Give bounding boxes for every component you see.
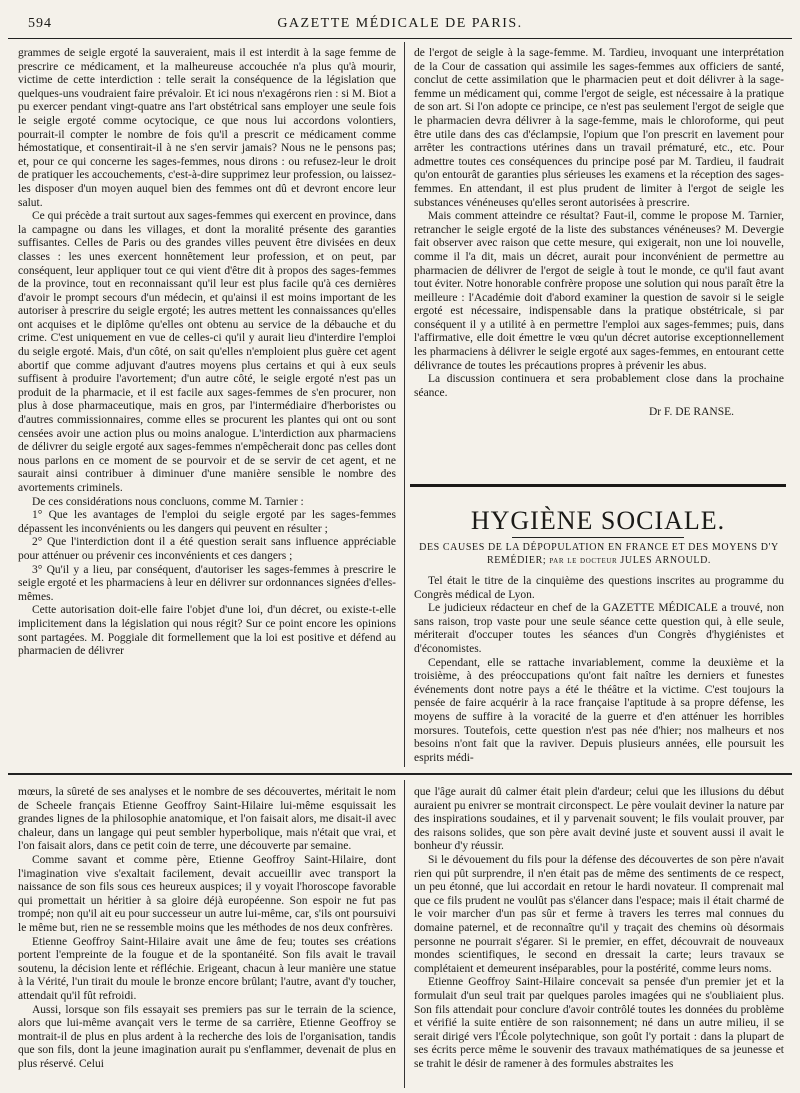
paragraph: La discussion continuera et sera probablement close dans la prochaine séance. — [414, 373, 784, 399]
section-body — [414, 575, 784, 765]
paragraph: De ces considérations nous concluons, comme M. Tarnier : — [32, 495, 304, 508]
paragraph: grammes de seigle ergoté la sauveraient, mais il est interdit à la sage femme de prescrire ce médicament, et la malheureuse accouchée n'a plus qu'à mourir, victime de cette interdiction : telle serait la conséquence de la législation que quelques-uns voudraient faire prévaloir. Et ici nous n'exagérons rien : si M. Biot a pu exercer pendant vingt-quatre ans l'art obstétrical sans employer une seule fois le seigle ergoté comme ocytocique, ce que nous lui accordons volontiers, pourrait-il compter le nombre de fois qu'il a prescrit ce médicament comme hémostatique, et consentirait-il à ne s'en servir jamais? Nous ne le pensons pas; et, pour ce qui concerne les sages-femmes, nous dirons : ou refusez-leur le droit de pratiquer les accouchements, c'est-à-dire supprimez leur profession, ou laissez-les disposer d'un moyen auquel bien des femmes ont dû et devront encore leur salut. — [18, 47, 396, 209]
author-signature: Dr F. DE RANSE. — [648, 406, 734, 419]
conclusion-item: 2° Que l'interdiction dont il a été question serait sans influence appréciable pour atténuer ou prévenir ces inconvénients et ces dangers ; — [18, 536, 396, 562]
paragraph: Cependant, elle se rattache invariablement, comme la deuxième et la troisième, à des préoccupations qu'ont fait naître les derniers et funestes événements dont notre pays a été le théâtre et la victime. C'est toujours la pensée de faire acquérir à la race française l'aptitude à sa propre défense, les moyens de suffire à la voracité de la guerre et d'en atténuer les horribles morsures. Toutefois, cette question n'est pas née d'hier; nos malheurs et nos besoins n'ont fait que la raviver. Depuis plusieurs années, elle poursuit les esprits médi- — [414, 656, 784, 764]
page-number: 594 — [28, 16, 52, 31]
column-2 — [414, 47, 784, 467]
title-underline — [512, 537, 684, 538]
paragraph: Si le dévouement du fils pour la défense des découvertes de son père n'avait rien qui pût surprendre, il n'en était pas de même des sentiments de ce respect, un peu étonné, que lui accordait en retour le hardi novateur. Il comprenait mal que ce fils prudent ne voulût pas s'élancer dans l'espace; mais il était charmé de le voir marcher d'un pas sûr et ferme à travers les terres mal connues du domaine paternel, et de reconnaître qu'il y traçait des chemins où désormais personne ne pourrait s'égarer. Si le premier, en effet, découvrait de nouveaux mondes scientifiques, le second en dressait la carte; leurs travaux se complétaient et demeurent inséparables, pour la postérité, comme leurs noms. — [414, 853, 784, 975]
column-4 — [414, 786, 784, 1086]
paragraph: que l'âge aurait dû calmer était plein d'ardeur; celui que les illusions du début auraient pu enivrer se montrait circonspect. Le père voulait deviner la nature par des inspirations soudaines, et il y parvenait souvent; le fils voulait prouver, par des raisons solides, que son père avait deviné juste et souvent aussi il avait le bonheur d'y réussir. — [414, 786, 784, 853]
column-3 — [18, 786, 396, 1086]
paragraph: Etienne Geoffroy Saint-Hilaire concevait sa pensée d'un premier jet et la formulait d'un seul trait par quelques paroles imagées qui ne s'oubliaient plus. Son fils attendait pour conclure d'avoir contrôlé toutes les données du problème et vérifié la suite entière de son raisonnement; né dans un autre milieu, il se serait dirigé vers l'École polytechnique, son goût l'y portait : dans la plupart de ses écrits perce même le souvenir des travaux mathématiques de sa jeunesse et se trahit le désir de ramener à des formules abstraites les — [414, 976, 784, 1070]
paragraph: Mais comment atteindre ce résultat? Faut-il, comme le propose M. Tarnier, retrancher le seigle ergoté de la liste des substances vénéneuses? M. Devergie fait observer avec raison que cette mesure, qui exigerait, non une loi nouvelle, comme il l'a dit, mais un décret, aurait pour inconvénient de permettre au pharmacien de délivrer de l'ergot de seigle à tout le monde, ce qu'il faut avant tout éviter. Notre honorable confrère propose une solution qui nous paraît être la meilleure : l'Académie doit d'abord examiner la question de savoir si le seigle ergoté est nécessaire, indispensable dans la pratique obstétricale, si par conséquent il y a utilité à en permettre l'emploi aux sages-femmes; puis, dans l'affirmative, elle doit émettre le vœu qu'un décret autorise exceptionnellement les pharmaciens à délivrer le seigle ergoté aux sages-femmes, en entourant cette délivrance de toutes les précautions propres à prévenir les abus. — [414, 210, 784, 372]
paragraph: Le judicieux rédacteur en chef de la GAZETTE MÉDICALE a trouvé, non sans raison, trop vaste pour une seule séance cette question qui, à elle seule, mériterait d'occuper toutes les séances d'un Congrès d'hygiénistes et d'économistes. — [414, 602, 784, 655]
paragraph: Cette autorisation doit-elle faire l'objet d'une loi, d'un décret, ou existe-t-elle implicitement dans la législation qui nous régit? Sur ce point encore les opinions sont partagées. M. Poggiale dit formellement que la loi est positive et défend au pharmacien de délivrer — [18, 604, 396, 658]
column-1 — [18, 47, 396, 759]
paragraph: Aussi, lorsque son fils essayait ses premiers pas sur le terrain de la science, alors que lui-même avançait vers le terme de sa carrière, Etienne Geoffroy se montrait-il de plus en plus ardent à la recherche des lois de l'organisation, tandis que son fils, dont la jeune imagination aurait pu s'enflammer, devenait de plus en plus réservé. Celui — [18, 1003, 396, 1070]
paragraph: Comme savant et comme père, Etienne Geoffroy Saint-Hilaire, dont l'imagination vive s'exaltait facilement, devait accueillir avec transport la naissance de son fils sous ces heureux auspices; il y voyait l'horoscope favorable qui promettait un héritier à sa gloire déjà européenne. Son espoir ne fut pas trompé; non qu'il ait eu pour successeur un autre lui-même, car, s'ils ont poursuivi le même but, rien ne se ressemble moins que les méthodes de nos deux confrères. — [18, 853, 396, 934]
conclusion-item: 3° Qu'il y a lieu, par conséquent, d'autoriser les sages-femmes à prescrire le seigle ergoté et les pharmaciens à leur en délivrer sur ordonnances signées d'elles-mêmes. — [18, 563, 396, 603]
paragraph: Ce qui précède a trait surtout aux sages-femmes qui exercent en province, dans la campagne ou dans les villages, et dont la moralité présente des garanties suffisantes. Celles de Paris ou des grandes villes peuvent être divisées en deux classes : les unes exercent honnêtement leur profession, et on peut, par conséquent, leur appliquer tout ce qui vient d'être dit à propos des sages-femmes de la province, tout en reconnaissant qu'il leur est plus facile qu'à ces dernières d'avoir le prompt secours d'un médecin, et qu'ainsi il est moins important de les autoriser à prescrire du seigle ergoté; les autres mettent les connaissances qu'elles ont acquises et le diplôme qu'elles ont obtenu au service de la débauche et du crime. C'est uniquement en vue de celles-ci qu'il y aurait lieu d'interdire l'emploi du seigle ergoté. Mais, d'un côté, on sait qu'elles n'emploient plus guère cet agent abortif que comme adjuvant d'autres moyens plus certains et qui à eux seuls suffisent à produire l'avortement; d'un autre côté, le seigle ergoté n'est pas un produit de la pharmacie, et il est facile aux sages-femmes de s'en procurer, non plus à dose pharmaceutique, mais en gros, par l'intermédiaire d'herboristes ou d'autres commissionnaires, comme elles se procurent les plantes qui ont ou sont censées avoir une action plus ou moins analogue. L'interdiction aux pharmaciens de délivrer du seigle ergoté aux sages-femmes n'empêcherait donc pas celles dont nous parlons en ce moment de se pourvoir et de se servir de cet agent, et ne saurait ainsi contribuer à diminuer d'une manière sensible le nombre des avortements criminels. — [18, 210, 396, 494]
section-title: HYGIÈNE SOCIALE. — [470, 506, 726, 535]
feuilleton-rule — [8, 773, 792, 775]
paragraph: Etienne Geoffroy Saint-Hilaire avait une âme de feu; toutes ses créations portent l'empreinte de la fougue et de la spontanéité. Son fils avait le travail soutenu, la décision lente et réfléchie. Erigeant, chacun à leur manière une statue à la Vérité, l'un tirait du moule le bronze encore brûlant; l'autre, avant d'y toucher, attendait qu'il fût refroidi. — [18, 935, 396, 1002]
column-divider — [404, 780, 405, 1088]
column-divider — [404, 42, 405, 767]
paragraph: Tel était le titre de la cinquième des questions inscrites au programme du Congrès médical de Lyon. — [414, 575, 784, 601]
paragraph: mœurs, la sûreté de ses analyses et le nombre de ses découvertes, méritait le nom de Scheele français Etienne Geoffroy Saint-Hilaire lui-même esquissait les grandes lignes de la philosophie anatomique, et l'on faisait alors, me disait-il avec chaleur, dans un langage qui peut sembler hyperbolique, mais n'était que vrai, et l'on faisait alors, dans ce petit coin de terre, une découverte par semaine. — [18, 786, 396, 853]
conclusion-item: 1° Que les avantages de l'emploi du seigle ergoté par les sages-femmes dépassent les inconvénients ou les dangers qui peuvent en résulter ; — [18, 509, 396, 535]
newspaper-title: GAZETTE MÉDICALE DE PARIS. — [277, 16, 523, 31]
paragraph: de l'ergot de seigle à la sage-femme. M. Tardieu, invoquant une interprétation de la Cour de cassation qui assimile les sages-femmes aux officiers de santé, conclut de cette assimilation que le pharmacien peut et doit délivrer à la sage-femme un médicament qui, comme l'ergot de seigle, est nécessaire à la pratique de son art. Si l'on adopte ce principe, ce n'est pas seulement l'ergot de seigle que le pharmacien devra délivrer à la sage-femme, mais le chloroforme, qui peut être utile dans des cas d'éclampsie, l'opium que l'on prescrit en lavement pour arrêter les contractions utérines dans un travail prématuré, etc., etc. Pour admettre toutes ces conséquences du principe posé par M. Tardieu, il faudrait qu'on entourât de garanties plus sérieuses les examens et la réception des sages-femmes. En attendant, il est plus prudent de limiter à l'ergot de seigle les substances vénéneuses qu'elles seront autorisées à prescrire. — [414, 47, 784, 209]
page-header — [8, 8, 792, 39]
section-rule — [410, 484, 786, 487]
section-subtitle: DES CAUSES DE LA DÉPOPULATION EN FRANCE ET DES MOYENS D'Y REMÉDIER; par le docteur JULES ARNOULD. — [419, 542, 779, 566]
